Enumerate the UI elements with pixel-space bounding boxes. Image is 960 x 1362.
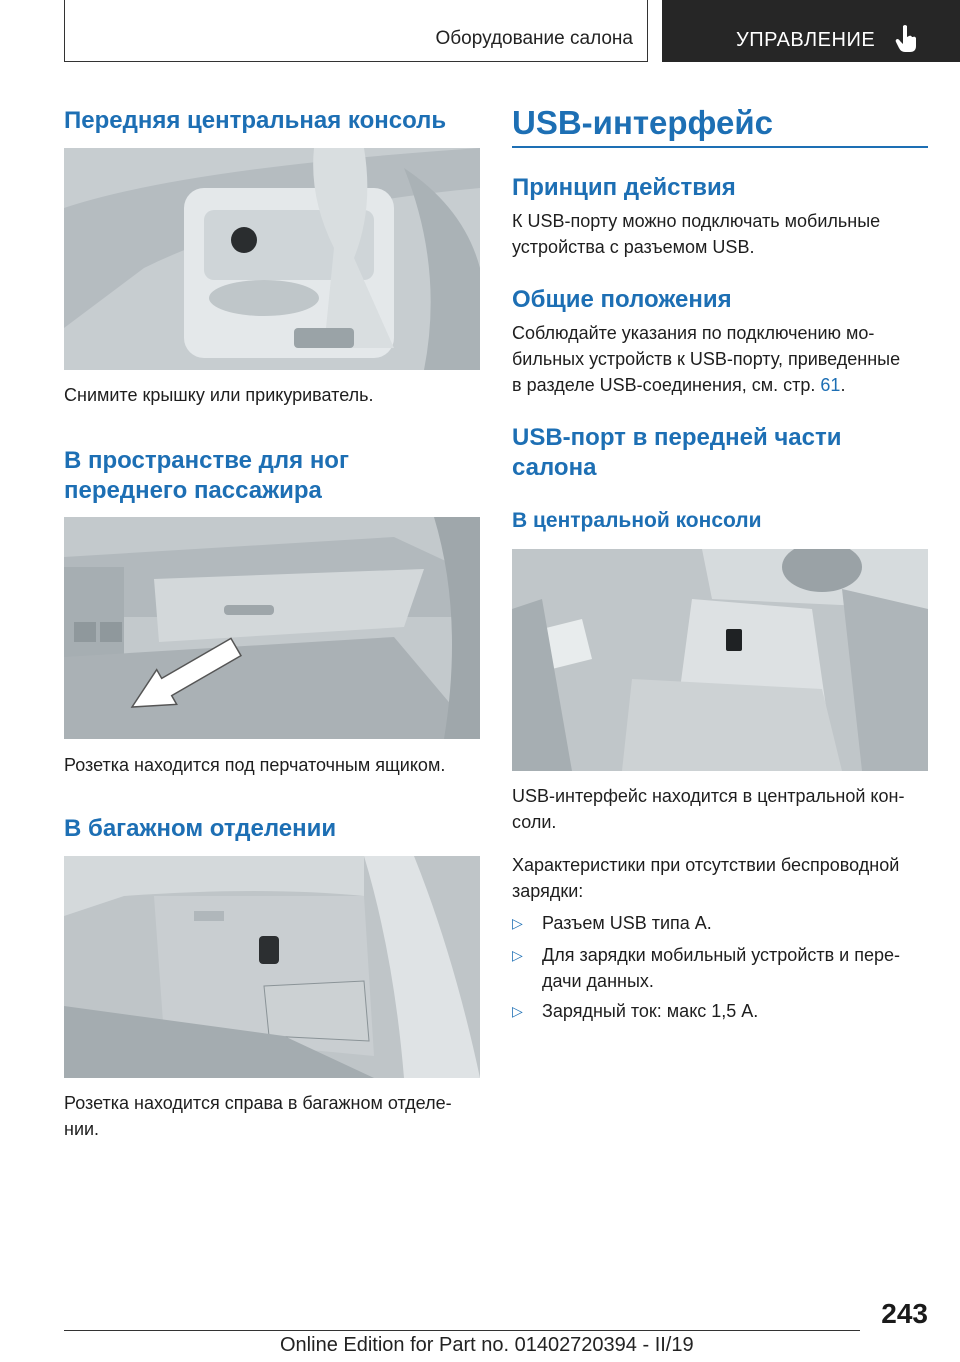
caption-center-line2: соли. — [512, 812, 557, 832]
heading-front-port-line1: USB-порт в передней части — [512, 424, 842, 451]
general-text-line1: Соблюдайте указания по подключению мо- — [512, 323, 875, 343]
general-text-line3 — [512, 372, 845, 398]
page-reference-link[interactable]: 61 — [820, 375, 841, 395]
heading-footwell-line2: переднего пассажира — [64, 477, 322, 504]
principle-text-line1: К USB-порту можно подключать мобильные — [512, 211, 881, 231]
pointing-hand-icon — [894, 24, 920, 54]
heading-front-console: Передняя центральная консоль — [64, 107, 447, 134]
photo-trunk — [64, 856, 480, 1078]
heading-trunk: В багажном отделении — [64, 815, 337, 842]
list-item-text: Для зарядки мобильный устройств и пере- — [542, 945, 901, 965]
header-chapter-tab — [662, 0, 960, 62]
heading-underline — [512, 146, 928, 148]
photo-front-console — [64, 148, 480, 370]
heading-front-port-line2: салона — [512, 454, 597, 481]
page-number: 243 — [881, 1298, 928, 1329]
general-text-line2: бильных устройств к USB-порту, приведенные — [512, 349, 901, 369]
principle-text-line2: устройства с разъемом USB. — [512, 237, 755, 257]
list-item-text: Разъем USB типа A. — [542, 913, 712, 933]
heading-center-console: В центральной консоли — [512, 509, 762, 532]
characteristics-text-line1: Характеристики при отсутствии беспроводной — [512, 855, 900, 875]
general-text-line3-post: . — [840, 375, 846, 395]
heading-usb-interface: USB-интерфейс — [512, 104, 773, 141]
heading-footwell-line1: В пространстве для ног — [64, 447, 349, 474]
caption-footwell: Розетка находится под перчаточным ящиком. — [64, 755, 446, 775]
triangle-right-icon: ▷ — [512, 915, 523, 931]
list-item-text: дачи данных. — [542, 971, 654, 991]
header-chapter-title: УПРАВЛЕНИЕ — [736, 29, 876, 51]
list-item-text: Зарядный ток: макс 1,5 A. — [542, 1001, 759, 1021]
triangle-right-icon: ▷ — [512, 1003, 523, 1019]
caption-center-line1: USB-интерфейс находится в центральной кон- — [512, 786, 905, 806]
caption-trunk-line2: нии. — [64, 1119, 100, 1139]
photo-center-console — [512, 549, 928, 771]
caption-front-console: Снимите крышку или прикуриватель. — [64, 385, 374, 405]
photo-footwell — [64, 517, 480, 739]
caption-trunk-line1: Розетка находится справа в багажном отделе- — [64, 1093, 452, 1113]
heading-general: Общие положения — [512, 286, 732, 313]
general-text-line3-pre: в разделе USB-соединения, см. стр. — [512, 375, 816, 395]
header-section-tab — [64, 0, 648, 62]
footer-divider — [64, 1330, 860, 1331]
characteristics-text-line2: зарядки: — [512, 881, 584, 901]
header-section-title: Оборудование салона — [435, 28, 633, 49]
footer-edition: Online Edition for Part no. 01402720394 - II/19 — [280, 1334, 694, 1356]
heading-principle: Принцип действия — [512, 174, 736, 201]
triangle-right-icon: ▷ — [512, 947, 523, 963]
